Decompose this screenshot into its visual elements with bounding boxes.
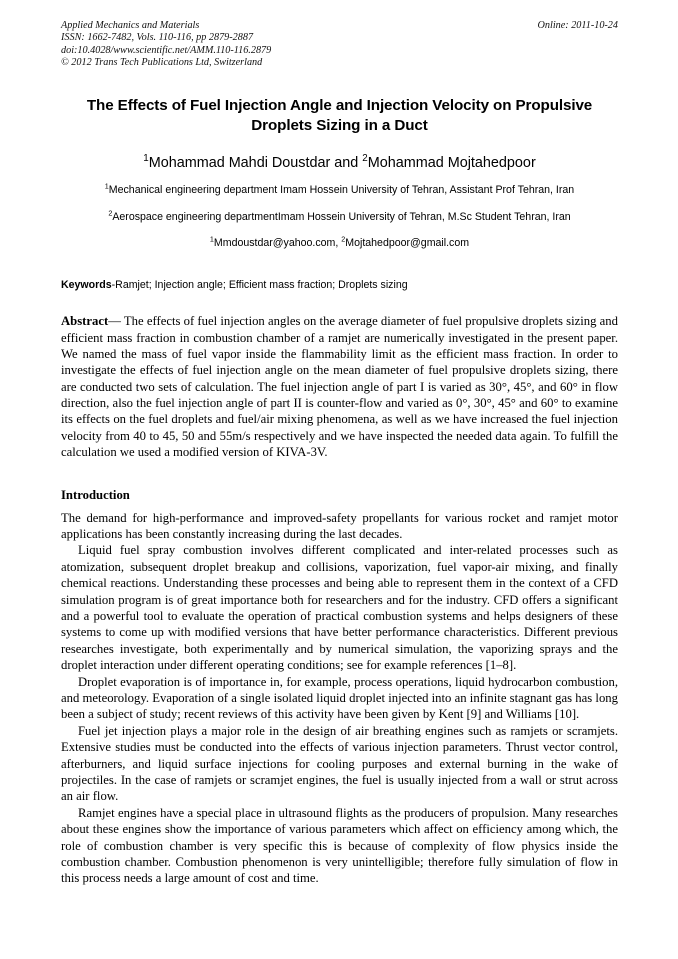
email-2-marker: 2	[341, 234, 346, 244]
abstract-label: Abstract	[61, 314, 109, 329]
email-2[interactable]: Mojtahedpoor@gmail.com	[345, 237, 470, 249]
paper-title: The Effects of Fuel Injection Angle and Injection Velocity on Propulsive Droplets Sizing in a Duct	[86, 97, 593, 134]
affiliation-2-marker: 2	[108, 208, 113, 218]
intro-paragraph-1: The demand for high-performance and improved-safety propellants for various rocket and ramjet motor applications has been constantly increasing during the last decades.	[61, 510, 618, 541]
email-1-marker: 1	[209, 234, 214, 244]
abstract-paragraph	[61, 313, 618, 460]
email-1[interactable]: Mmdoustdar@yahoo.com,	[213, 237, 342, 249]
online-date: Online: 2011-10-24	[537, 20, 618, 31]
intro-paragraph-4: Fuel jet injection plays a major role in the design of air breathing engines such as ramjets or scramjets. Extensive studies must be conducted into the effects of various injection parameters. Thrust vector control, afterburners, and liquid surface injections for cooling purposes and external burning in the wake of projectiles. In the case of ramjets or scramjet engines, the fuel is usually injected from a wall or strut across an air flow.	[61, 723, 618, 804]
author-2-name: Mohammad Mojtahedpoor	[367, 155, 536, 172]
intro-paragraph-5: Ramjet engines have a special place in ultrasound flights as the producers of propulsion. Many researches about these engines show the importance of various parameters which affect on efficiency among which, the role of combustion chamber is very specific this is because of complexity of flow physics inside the combustion chamber. Combustion phenomenon is very unintelligible; therefore fully simulation of flow in this process needs a large amount of cost and time.	[61, 805, 618, 886]
affiliation-1-marker: 1	[104, 181, 109, 191]
keywords-text: -Ramjet; Injection angle; Efficient mass fraction; Droplets sizing	[111, 279, 408, 292]
journal-header	[61, 20, 618, 69]
affiliation-1-text: Mechanical engineering department Imam Hossein University of Tehran, Assistant Prof Tehran, Iran	[108, 184, 575, 197]
journal-issn-volume: ISSN: 1662-7482, Vols. 110-116, pp 2879-2887	[61, 32, 254, 44]
abstract-text: — The effects of fuel injection angles on the average diameter of fuel propulsive droplets sizing and efficient mass fraction in combustion chamber of a ramjet are numerically investigated in the present paper. We named the mass of fuel vapor inside the flammability limit as the efficient mass fraction. In order to investigate the effects of fuel injection angle on the mean diameter of fuel propulsive droplets sizing, there are conducted two sets of calculation. The fuel injection angle of part I is varied as 30°, 45°, and 60° in flow direction, also the fuel injection angle of part II is counter-flow and varied as 0°, 30°, 45° and 60° to examine its effects on the fuel droplets and fuel/air mixing phenomena, as well as we have increased the fuel injection velocity from 40 to 45, 50 and 55m/s respectively and we have inspected the needed data again. To fulfill the calculation we used a modified version of KIVA-3V.	[61, 314, 618, 460]
page-content	[61, 20, 618, 887]
affiliation-2	[61, 210, 618, 225]
affiliation-1	[61, 183, 618, 198]
journal-doi: doi:10.4028/www.scientific.net/AMM.110-116.2879	[61, 44, 272, 56]
journal-name: Applied Mechanics and Materials	[61, 20, 200, 31]
intro-paragraph-3: Droplet evaporation is of importance in, for example, process operations, liquid hydrocarbon combustion, and meteorology. Evaporation of a single isolated liquid droplet injected into an infinite stagnant gas has long been a subject of study; recent reviews of this activity have been given by Kent [9] and Williams [10].	[61, 674, 618, 722]
author-1-name: Mohammad Mahdi Doustdar and	[148, 155, 363, 172]
author-list	[61, 154, 618, 172]
intro-paragraph-2: Liquid fuel spray combustion involves different complicated and inter-related processes such as atomization, subsequent droplet breakup and collisions, vaporization, fuel vapor-air mixing, and finally chemical reactions. Understanding these processes and being able to represent them in the context of a CFD simulation program is of great importance both for researchers and for the industry. CFD offers a significant and a powerful tool to evaluate the operation of practical combustion systems and helps designers of these systems to come up with modified versions that have better performance characteristics. Different previous researches investigate, both experimentally and by numerical simulation, the vaporizing sprays and the droplet interaction under different operating conditions; see for example references [1–8].	[61, 543, 618, 673]
keywords-line	[61, 278, 618, 292]
author-emails	[61, 236, 618, 251]
keywords-label: Keywords	[61, 279, 112, 292]
author-2-marker: 2	[362, 153, 368, 165]
section-heading-introduction: Introduction	[61, 487, 130, 502]
affiliation-2-text: Aerospace engineering departmentImam Hossein University of Tehran, M.Sc Student Tehran, Iran	[112, 210, 571, 223]
author-1-marker: 1	[143, 153, 149, 165]
journal-copyright: © 2012 Trans Tech Publications Ltd, Switzerland	[61, 56, 263, 68]
